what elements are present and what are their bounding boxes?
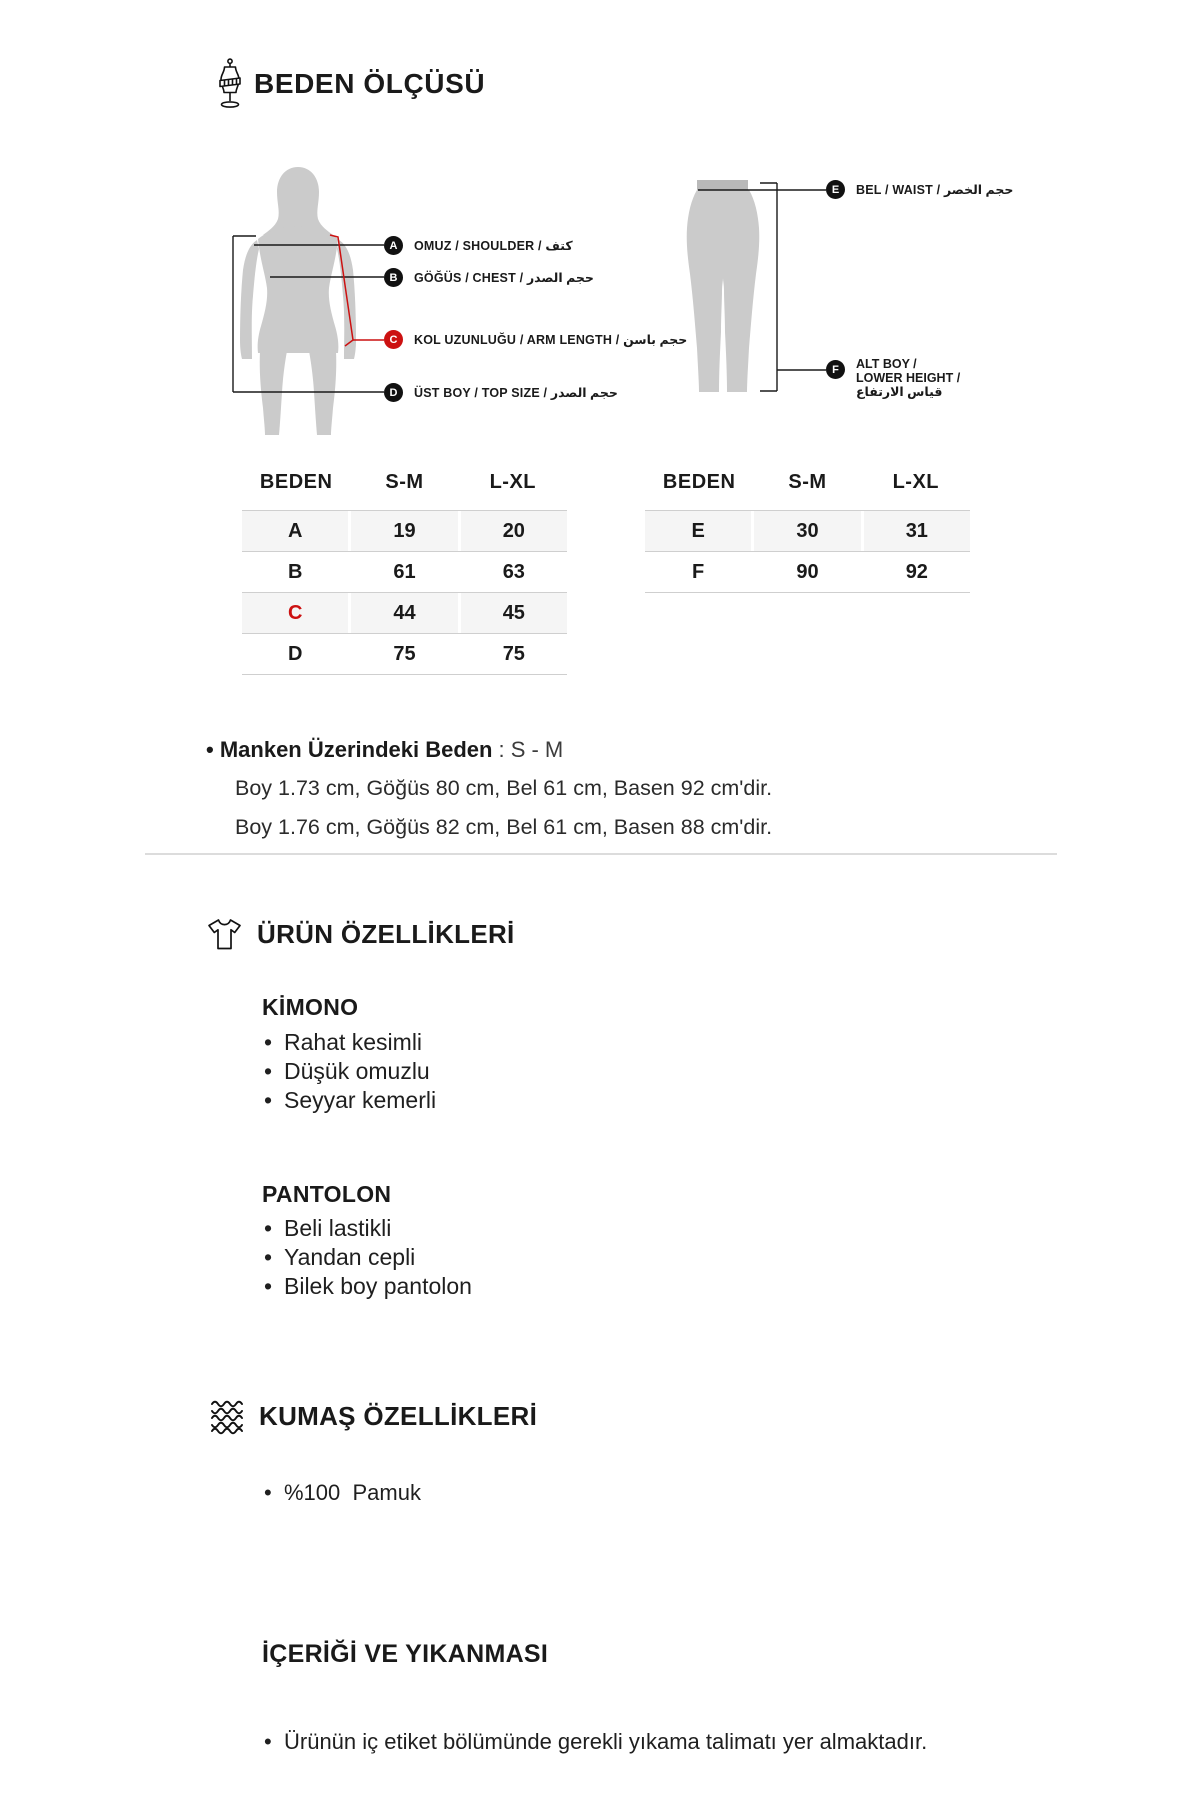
badge-e: E bbox=[826, 180, 845, 199]
body-front-silhouette bbox=[240, 167, 356, 435]
pantolon-feature-list bbox=[262, 1214, 472, 1301]
fabric-section-header bbox=[209, 1398, 537, 1435]
washing-instructions-list bbox=[262, 1725, 930, 1759]
meas-label-text: ÜST BOY / TOP SIZE / حجم الصدر bbox=[414, 386, 618, 400]
list-item: • Beli lastikli bbox=[262, 1214, 472, 1243]
kimono-feature-list bbox=[262, 1028, 436, 1115]
table-header-row: BEDEN S-M L-XL bbox=[259, 471, 537, 493]
product-features-section-header bbox=[206, 916, 515, 952]
model-size-note bbox=[206, 731, 772, 847]
badge-f: F bbox=[826, 360, 845, 379]
size-table-bottom-garment bbox=[645, 468, 970, 593]
model-measurements-line: Boy 1.73 cm, Göğüs 80 cm, Bel 61 cm, Basen 92 cm'dir. bbox=[235, 776, 773, 800]
meas-label-text: BEL / WAIST / حجم الخصر bbox=[856, 183, 1014, 197]
table-row: F 90 92 bbox=[645, 552, 970, 592]
meas-label-waist bbox=[826, 180, 1013, 199]
group-title-kimono: KİMONO bbox=[262, 994, 359, 1020]
fabric-feature-list bbox=[262, 1478, 421, 1508]
washing-section-title: İÇERİĞİ VE YIKANMASI bbox=[262, 1640, 549, 1668]
meas-label-chest bbox=[384, 268, 594, 287]
section-divider bbox=[145, 853, 1057, 855]
table-row: E 30 31 bbox=[645, 511, 970, 552]
badge-b: B bbox=[384, 268, 403, 287]
section-title: ÜRÜN ÖZELLİKLERİ bbox=[257, 918, 515, 949]
table-row: B 61 63 bbox=[242, 552, 567, 593]
table-row: D 75 75 bbox=[242, 634, 567, 674]
list-item: • Yandan cepli bbox=[262, 1243, 472, 1272]
list-item: • Rahat kesimli bbox=[262, 1028, 436, 1057]
size-table-top-garment bbox=[242, 468, 567, 675]
page-title: BEDEN ÖLÇÜSÜ bbox=[254, 68, 486, 99]
model-measurements-line: Boy 1.76 cm, Göğüs 82 cm, Bel 61 cm, Basen 88 cm'dir. bbox=[235, 815, 773, 839]
model-size-line bbox=[206, 731, 772, 769]
list-item: • Bilek boy pantolon bbox=[262, 1272, 472, 1301]
list-item: • %100 Pamuk bbox=[262, 1478, 421, 1508]
list-item: • Ürünün iç etiket bölümünde gerekli yıkama talimatı yer almaktadır. bbox=[262, 1725, 930, 1759]
meas-label-shoulder bbox=[384, 236, 573, 255]
table-row: A 19 20 bbox=[242, 511, 567, 552]
table-header-row: BEDEN S-M L-XL bbox=[662, 471, 940, 493]
legs-silhouette bbox=[687, 180, 760, 392]
fabric-weave-icon bbox=[209, 1398, 245, 1435]
tshirt-icon bbox=[206, 916, 243, 952]
meas-label-arm-length bbox=[384, 330, 687, 349]
page-header bbox=[213, 58, 485, 110]
list-item: • Düşük omuzlu bbox=[262, 1057, 436, 1086]
meas-label-lower-height bbox=[826, 357, 961, 399]
list-item: • Seyyar kemerli bbox=[262, 1086, 436, 1115]
model-size-value: : S - M bbox=[498, 737, 564, 762]
table-row: C 44 45 bbox=[242, 593, 567, 634]
meas-label-text: KOL UZUNLUĞU / ARM LENGTH / حجم باسن bbox=[414, 333, 688, 347]
meas-label-text: OMUZ / SHOULDER / كتف bbox=[414, 239, 573, 253]
badge-c: C bbox=[384, 330, 403, 349]
badge-a: A bbox=[384, 236, 403, 255]
dress-form-icon bbox=[213, 58, 247, 110]
group-title-pantolon: PANTOLON bbox=[262, 1181, 392, 1207]
section-title: KUMAŞ ÖZELLİKLERİ bbox=[259, 1401, 538, 1431]
meas-label-top-size bbox=[384, 383, 618, 402]
meas-label-text: GÖĞÜS / CHEST / حجم الصدر bbox=[414, 271, 594, 285]
badge-d: D bbox=[384, 383, 403, 402]
meas-label-text: ALT BOY / LOWER HEIGHT / قياس الارتفاع bbox=[856, 357, 961, 399]
model-size-label: Manken Üzerindeki Beden bbox=[219, 737, 493, 762]
